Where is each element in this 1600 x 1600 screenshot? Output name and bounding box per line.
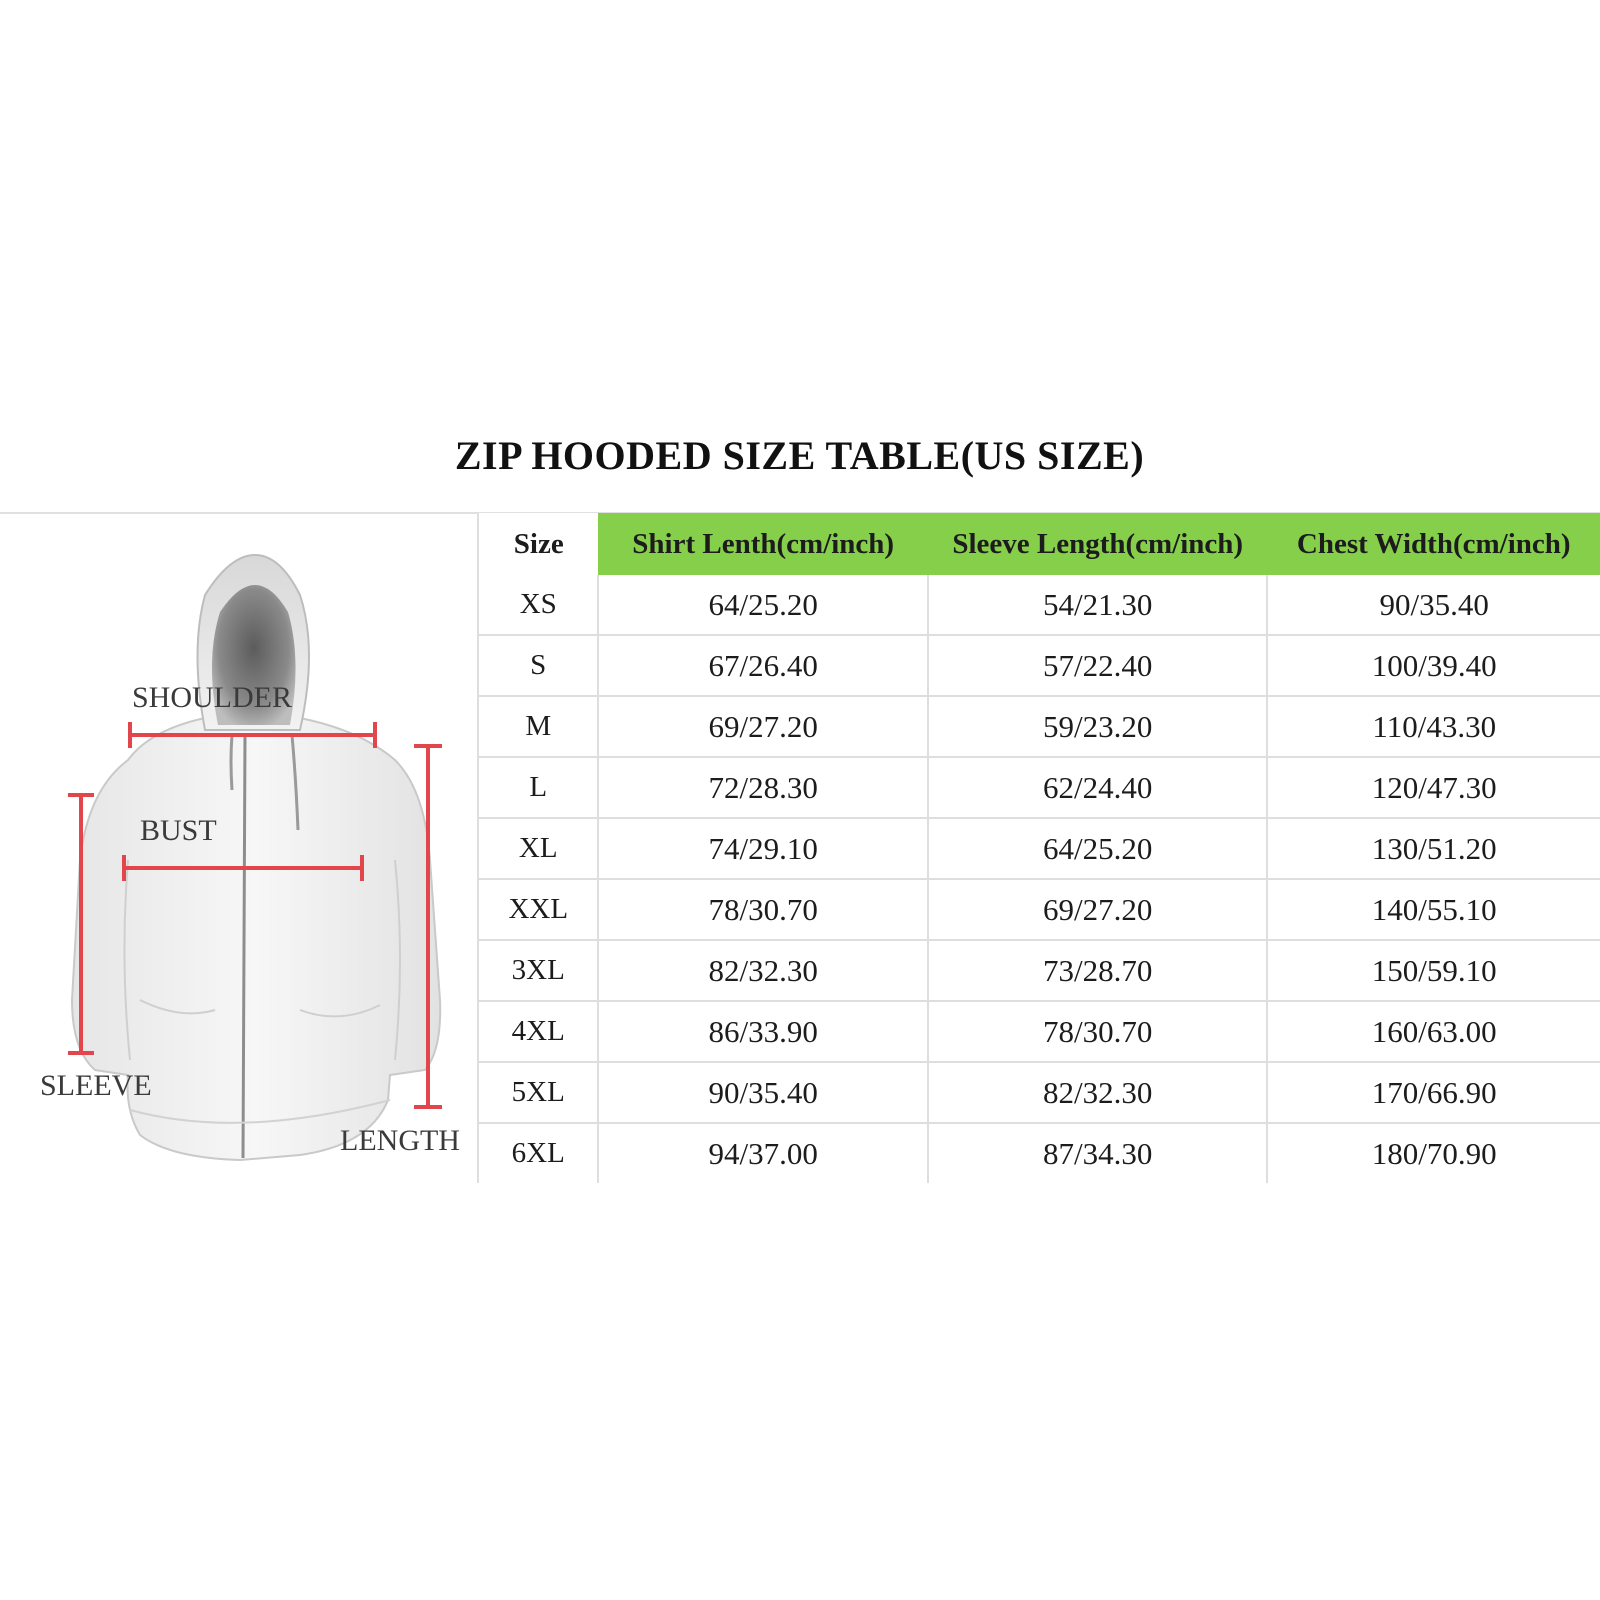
chest-width-cell: 180/70.90 xyxy=(1267,1123,1600,1183)
sleeve-length-cell: 59/23.20 xyxy=(928,696,1268,757)
table-row xyxy=(478,757,1600,818)
shirt-length-cell: 64/25.20 xyxy=(598,575,927,635)
size-cell: 5XL xyxy=(478,1062,598,1123)
chest-width-cell: 130/51.20 xyxy=(1267,818,1600,879)
table-row xyxy=(478,635,1600,696)
size-cell: 6XL xyxy=(478,1123,598,1183)
table-row xyxy=(478,696,1600,757)
sleeve-length-cell: 73/28.70 xyxy=(928,940,1268,1001)
table-row xyxy=(478,1062,1600,1123)
shirt-length-cell: 86/33.90 xyxy=(598,1001,927,1062)
size-cell: S xyxy=(478,635,598,696)
table-row xyxy=(478,818,1600,879)
sleeve-length-cell: 57/22.40 xyxy=(928,635,1268,696)
sleeve-length-cell: 62/24.40 xyxy=(928,757,1268,818)
column-header-shirt-length: Shirt Lenth(cm/inch) xyxy=(598,513,927,575)
chest-width-cell: 120/47.30 xyxy=(1267,757,1600,818)
shirt-length-cell: 94/37.00 xyxy=(598,1123,927,1183)
chest-width-cell: 90/35.40 xyxy=(1267,575,1600,635)
table-row xyxy=(478,575,1600,635)
shirt-length-cell: 74/29.10 xyxy=(598,818,927,879)
table-row xyxy=(478,940,1600,1001)
shirt-length-cell: 82/32.30 xyxy=(598,940,927,1001)
table-header-row xyxy=(478,513,1600,575)
chest-width-cell: 140/55.10 xyxy=(1267,879,1600,940)
sleeve-length-cell: 78/30.70 xyxy=(928,1001,1268,1062)
shirt-length-cell: 67/26.40 xyxy=(598,635,927,696)
length-label: LENGTH xyxy=(340,1124,460,1157)
sleeve-label: SLEEVE xyxy=(40,1069,152,1102)
size-cell: XL xyxy=(478,818,598,879)
sleeve-length-cell: 82/32.30 xyxy=(928,1062,1268,1123)
chest-width-cell: 150/59.10 xyxy=(1267,940,1600,1001)
shoulder-label: SHOULDER xyxy=(132,681,293,714)
hoodie-diagram xyxy=(0,515,478,1185)
table-row xyxy=(478,1001,1600,1062)
column-header-size: Size xyxy=(478,513,598,575)
sleeve-length-cell: 64/25.20 xyxy=(928,818,1268,879)
chest-width-cell: 160/63.00 xyxy=(1267,1001,1600,1062)
sleeve-length-cell: 87/34.30 xyxy=(928,1123,1268,1183)
size-cell: XXL xyxy=(478,879,598,940)
bust-label: BUST xyxy=(140,814,217,847)
chest-width-cell: 100/39.40 xyxy=(1267,635,1600,696)
size-cell: 3XL xyxy=(478,940,598,1001)
sleeve-length-cell: 54/21.30 xyxy=(928,575,1268,635)
size-cell: M xyxy=(478,696,598,757)
size-cell: XS xyxy=(478,575,598,635)
column-header-sleeve-length: Sleeve Length(cm/inch) xyxy=(928,513,1268,575)
page-title: ZIP HOODED SIZE TABLE(US SIZE) xyxy=(454,433,1145,478)
chest-width-cell: 110/43.30 xyxy=(1267,696,1600,757)
table-row xyxy=(478,879,1600,940)
size-table xyxy=(477,513,1600,1183)
chest-width-cell: 170/66.90 xyxy=(1267,1062,1600,1123)
size-cell: L xyxy=(478,757,598,818)
shirt-length-cell: 69/27.20 xyxy=(598,696,927,757)
shirt-length-cell: 78/30.70 xyxy=(598,879,927,940)
table-row xyxy=(478,1123,1600,1183)
shirt-length-cell: 90/35.40 xyxy=(598,1062,927,1123)
sleeve-length-cell: 69/27.20 xyxy=(928,879,1268,940)
column-header-chest-width: Chest Width(cm/inch) xyxy=(1267,513,1600,575)
size-cell: 4XL xyxy=(478,1001,598,1062)
shirt-length-cell: 72/28.30 xyxy=(598,757,927,818)
